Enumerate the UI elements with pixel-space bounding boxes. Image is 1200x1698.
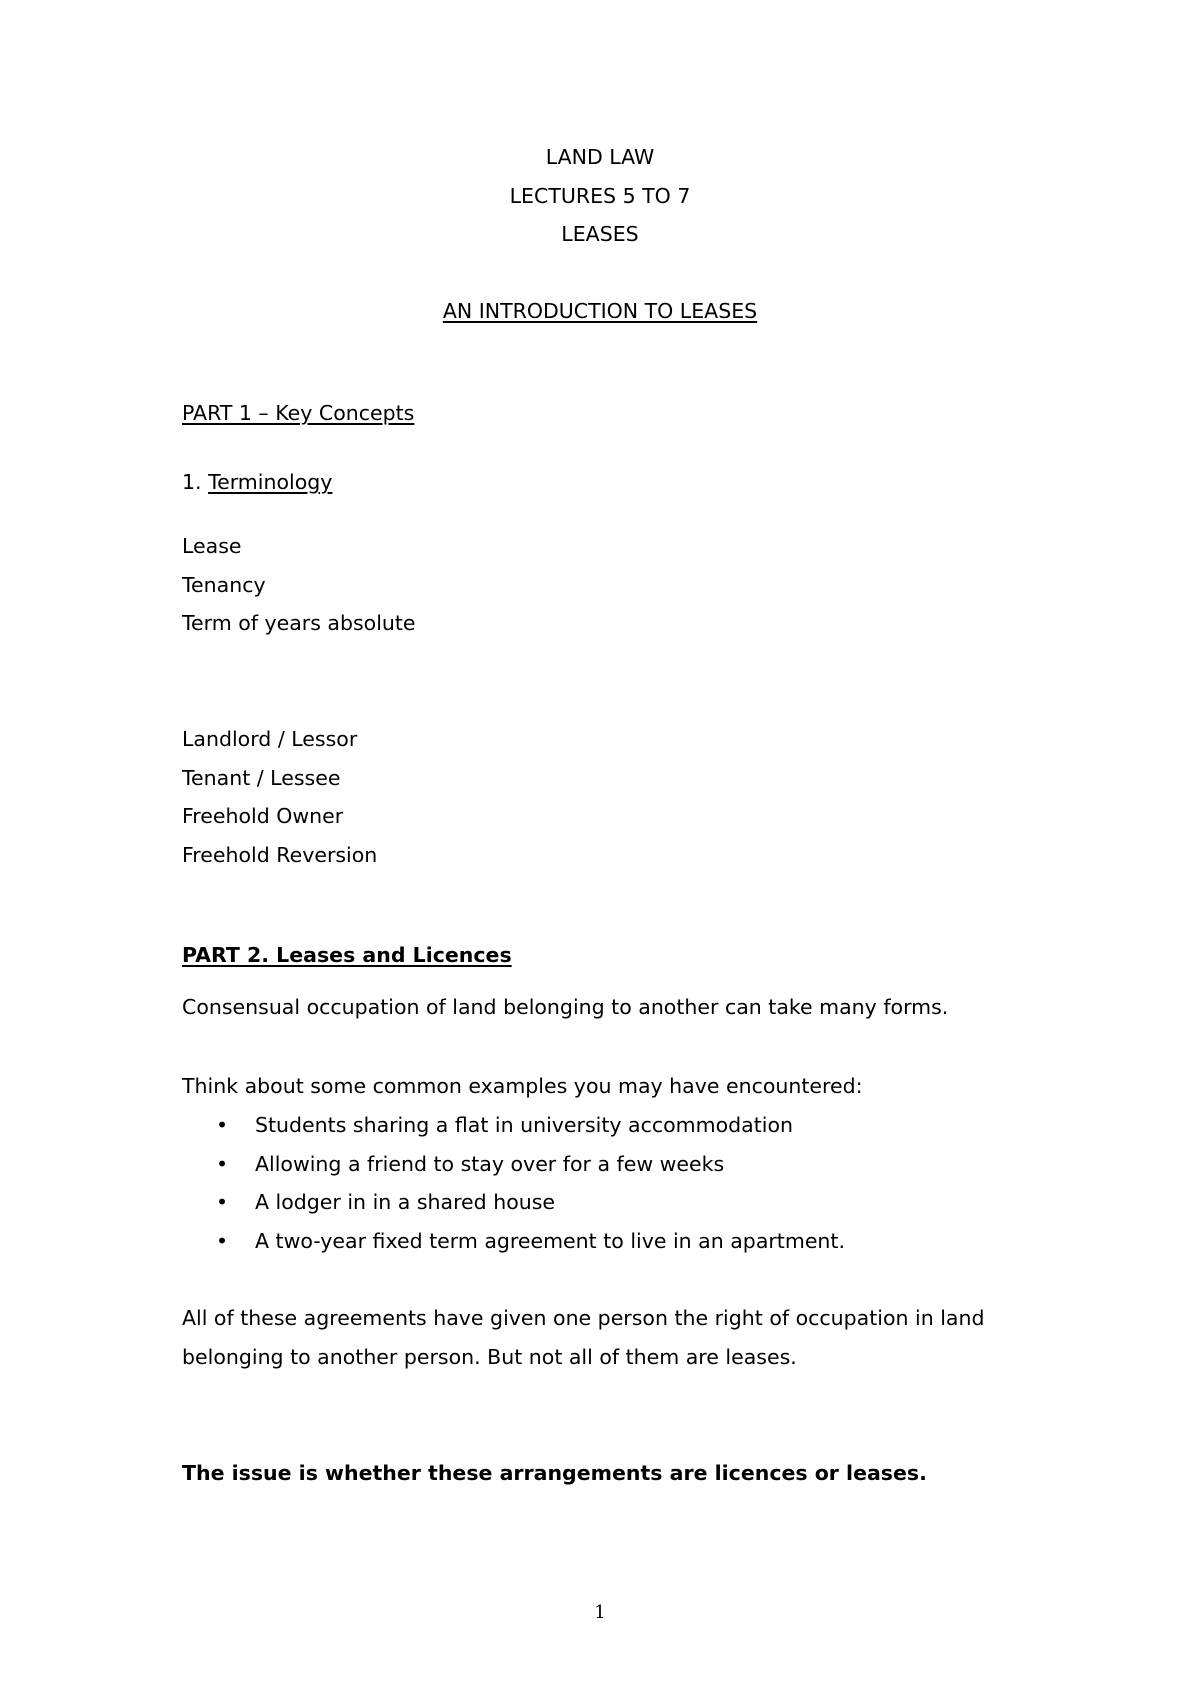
part1-heading-wrap (182, 401, 414, 426)
term-freehold-owner: Freehold Owner (182, 804, 344, 828)
term-of-years-absolute: Term of years absolute (182, 611, 416, 635)
term-tenancy: Tenancy (182, 573, 266, 597)
issue-statement: The issue is whether these arrangements are licences or leases. (182, 1461, 927, 1485)
term-freehold-reversion: Freehold Reversion (182, 843, 378, 867)
summary-line-2: belonging to another person. But not all of them are leases. (182, 1345, 797, 1369)
part1-heading: PART 1 – Key Concepts (182, 401, 415, 425)
example-text: A two-year fixed term agreement to live in an apartment. (255, 1229, 845, 1253)
part2-heading: PART 2. Leases and Licences (182, 943, 512, 967)
example-text: A lodger in in a shared house (255, 1190, 556, 1214)
page-number: 1 (594, 1602, 606, 1623)
section-heading: AN INTRODUCTION TO LEASES (442, 299, 758, 323)
document-title: LAND LAW (545, 145, 655, 169)
term-lease: Lease (182, 534, 242, 558)
terminology-heading-wrap (182, 470, 332, 495)
part2-intro: Consensual occupation of land belonging to another can take many forms. (182, 995, 949, 1019)
bullet-glyph: • (216, 1190, 229, 1214)
section-heading-wrap (0, 299, 1200, 324)
terminology-heading: Terminology (208, 470, 333, 494)
example-text: Students sharing a flat in university accommodation (255, 1113, 793, 1137)
part2-heading-wrap (182, 943, 512, 968)
terminology-number: 1. (182, 470, 209, 494)
bullet-glyph: • (216, 1113, 229, 1137)
document-subtitle: LECTURES 5 TO 7 (509, 184, 691, 208)
example-text: Allowing a friend to stay over for a few weeks (255, 1152, 725, 1176)
term-landlord-lessor: Landlord / Lessor (182, 727, 358, 751)
term-tenant-lessee: Tenant / Lessee (182, 766, 341, 790)
bullet-glyph: • (216, 1229, 229, 1253)
examples-lead: Think about some common examples you may have encountered: (182, 1074, 863, 1098)
bullet-glyph: • (216, 1152, 229, 1176)
summary-line-1: All of these agreements have given one person the right of occupation in land (182, 1306, 985, 1330)
document-topic: LEASES (561, 222, 639, 246)
